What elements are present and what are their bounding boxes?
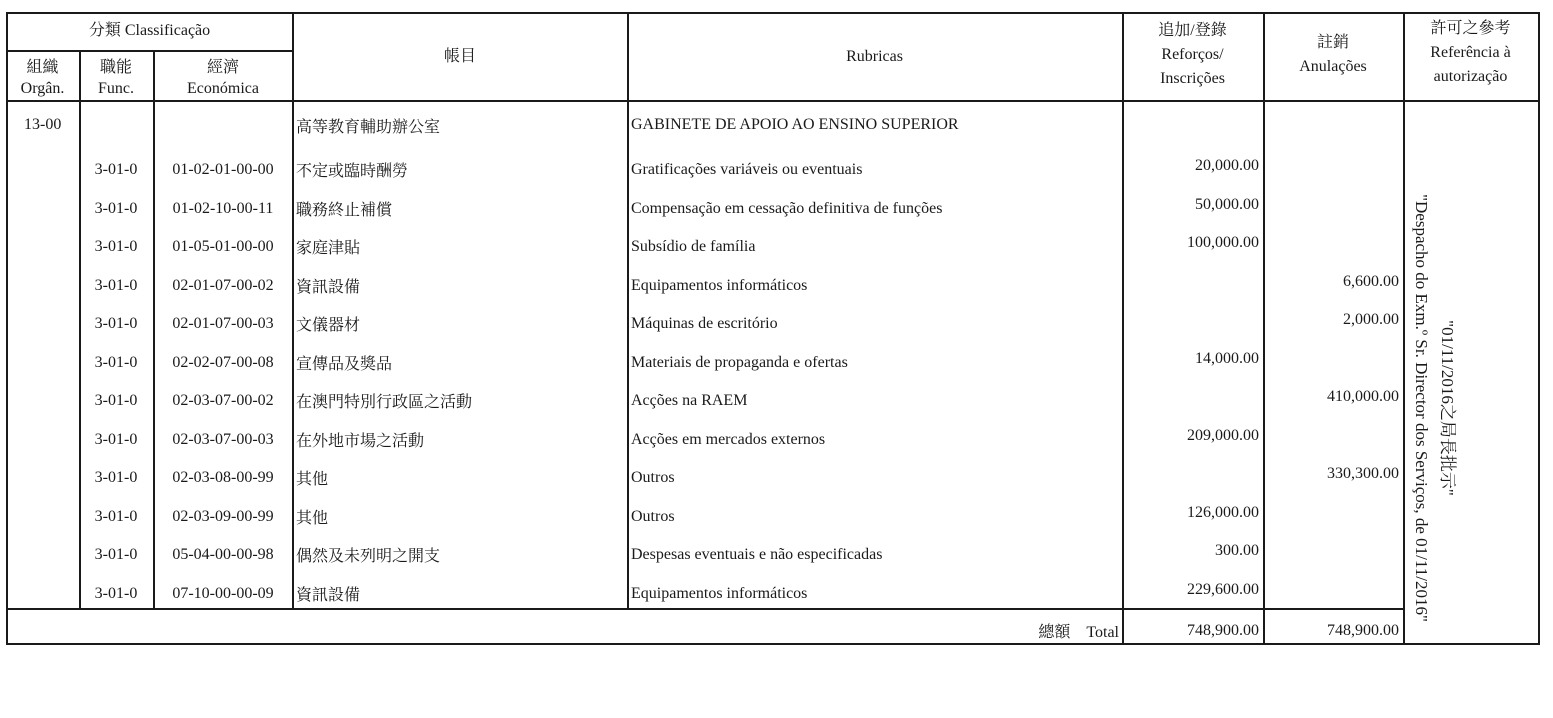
header-anulacoes-pt: Anulações (1299, 58, 1367, 75)
header-func-zh: 職能 (99, 59, 132, 76)
table-border-bottom (6, 643, 1540, 645)
budget-table (6, 12, 1540, 644)
row-rubrica-pt: Máquinas de escritório (631, 315, 778, 332)
row-anulacao: 6,600.00 (1343, 272, 1399, 290)
header-func-pt: Func. (98, 80, 134, 97)
row-anulacao: 410,000.00 (1327, 388, 1399, 405)
row-rubrica-pt: Equipamentos informáticos (631, 276, 808, 294)
row-item-zh: 宣傳品及獎品 (296, 355, 393, 373)
row-econ-code: 01-02-01-00-00 (172, 161, 274, 178)
row-reforco: 300.00 (1215, 542, 1259, 559)
header-econ-zh: 經濟 (206, 59, 239, 76)
table-border-right (1538, 12, 1540, 644)
total-label: 總額 Total (1038, 624, 1119, 641)
row-reforco: 20,000.00 (1195, 157, 1259, 174)
row-rubrica-pt: Acções em mercados externos (631, 430, 826, 448)
header-classification: 分類 Classificação (88, 22, 211, 39)
total-reforcos: 748,900.00 (1187, 622, 1259, 639)
row-reforco: 100,000.00 (1187, 234, 1259, 251)
row-item-zh: 資訊設備 (296, 586, 361, 604)
row-reforco: 229,600.00 (1187, 580, 1259, 598)
header-organ-pt: Orgân. (20, 80, 65, 97)
header-reference-pt2: autorização (1433, 68, 1508, 85)
row-rubrica-pt: Outros (631, 507, 675, 525)
row-item-zh: 其他 (296, 509, 329, 527)
row-rubrica-pt: Materiais de propaganda e ofertas (631, 353, 848, 371)
row-func-code: 3-01-0 (94, 276, 138, 294)
row-econ-code: 05-04-00-00-98 (172, 546, 274, 563)
row-econ-code: 01-05-01-00-00 (172, 238, 274, 255)
header-rubricas: Rubricas (846, 48, 903, 65)
row-anulacao: 2,000.00 (1343, 311, 1399, 328)
row-func-code: 3-01-0 (94, 546, 138, 563)
row-rubrica-pt: Outros (631, 469, 675, 486)
header-reforcos-pt1: Reforços/ (1161, 46, 1224, 63)
header-organ-zh: 組織 (26, 59, 59, 76)
header-reference-zh: 許可之參考 (1430, 20, 1511, 37)
row-econ-code: 01-02-10-00-11 (172, 199, 274, 217)
row-func-code: 3-01-0 (94, 507, 138, 525)
row-econ-code: 02-01-07-00-03 (172, 315, 274, 332)
header-divider-classification (6, 50, 294, 52)
row-item-zh: 家庭津貼 (296, 240, 361, 257)
row-reforco: 50,000.00 (1195, 195, 1259, 213)
row-func-code: 3-01-0 (94, 353, 138, 371)
row-item-zh: 職務終止補償 (296, 201, 393, 219)
total-anulacoes: 748,900.00 (1327, 622, 1399, 639)
row-econ-code: 07-10-00-00-09 (172, 584, 274, 602)
row-rubrica-pt: Acções na RAEM (631, 392, 748, 409)
row-econ-code: 02-03-08-00-99 (172, 469, 274, 486)
row-econ-code: 02-03-09-00-99 (172, 507, 274, 525)
row-item-zh: 在外地市場之活動 (296, 432, 425, 450)
col-divider-zh (627, 12, 629, 609)
row-econ-code: 02-02-07-00-08 (172, 353, 274, 371)
row-item-zh: 在澳門特別行政區之活動 (296, 394, 473, 411)
row-rubrica-pt: Despesas eventuais e não especificadas (631, 546, 883, 563)
row-func-code: 3-01-0 (94, 430, 138, 448)
organ-name-pt: GABINETE DE APOIO AO ENSINO SUPERIOR (631, 116, 959, 133)
header-items-zh: 帳目 (443, 48, 476, 65)
row-rubrica-pt: Compensação em cessação definitiva de funções (631, 199, 943, 217)
row-reforco: 14,000.00 (1195, 349, 1259, 367)
row-func-code: 3-01-0 (94, 469, 138, 486)
row-item-zh: 不定或臨時酬勞 (296, 163, 409, 180)
row-item-zh: 文儀器材 (296, 317, 361, 334)
authorization-line-zh: "01/11/2016之局長批示" (1438, 320, 1457, 496)
row-item-zh: 其他 (296, 471, 329, 488)
authorization-line-pt: "Despacho do Exm.º Sr. Director dos Serviços, de 01/11/2016" (1412, 194, 1431, 622)
header-econ-pt: Económica (187, 80, 259, 97)
header-reforcos-pt2: Inscrições (1160, 70, 1225, 87)
row-econ-code: 02-03-07-00-03 (172, 430, 274, 448)
header-reforcos-zh: 追加/登錄 (1158, 22, 1227, 39)
table-border-top (6, 12, 1540, 14)
row-econ-code: 02-03-07-00-02 (172, 392, 274, 409)
row-econ-code: 02-01-07-00-02 (172, 276, 274, 294)
row-item-zh: 偶然及未列明之開支 (296, 548, 441, 565)
row-func-code: 3-01-0 (94, 584, 138, 602)
row-reforco: 209,000.00 (1187, 426, 1259, 444)
row-func-code: 3-01-0 (94, 199, 138, 217)
row-func-code: 3-01-0 (94, 392, 138, 409)
row-rubrica-pt: Subsídio de família (631, 238, 756, 255)
body-bottom-line (6, 608, 1404, 610)
row-func-code: 3-01-0 (94, 161, 138, 178)
row-rubrica-pt: Gratificações variáveis ou eventuais (631, 161, 863, 178)
header-anulacoes-zh: 註銷 (1316, 34, 1349, 51)
header-reference-pt1: Referência à (1430, 44, 1511, 61)
row-func-code: 3-01-0 (94, 238, 138, 255)
header-bottom-line (6, 100, 1540, 102)
row-rubrica-pt: Equipamentos informáticos (631, 584, 808, 602)
organ-name-zh: 高等教育輔助辦公室 (296, 119, 441, 136)
row-item-zh: 資訊設備 (296, 278, 361, 296)
organ-code: 13-00 (24, 116, 62, 133)
col-divider-anulacoes (1403, 12, 1405, 644)
row-func-code: 3-01-0 (94, 315, 138, 332)
row-reforco: 126,000.00 (1187, 503, 1259, 521)
row-anulacao: 330,300.00 (1327, 465, 1399, 482)
table-border-left (6, 12, 8, 644)
